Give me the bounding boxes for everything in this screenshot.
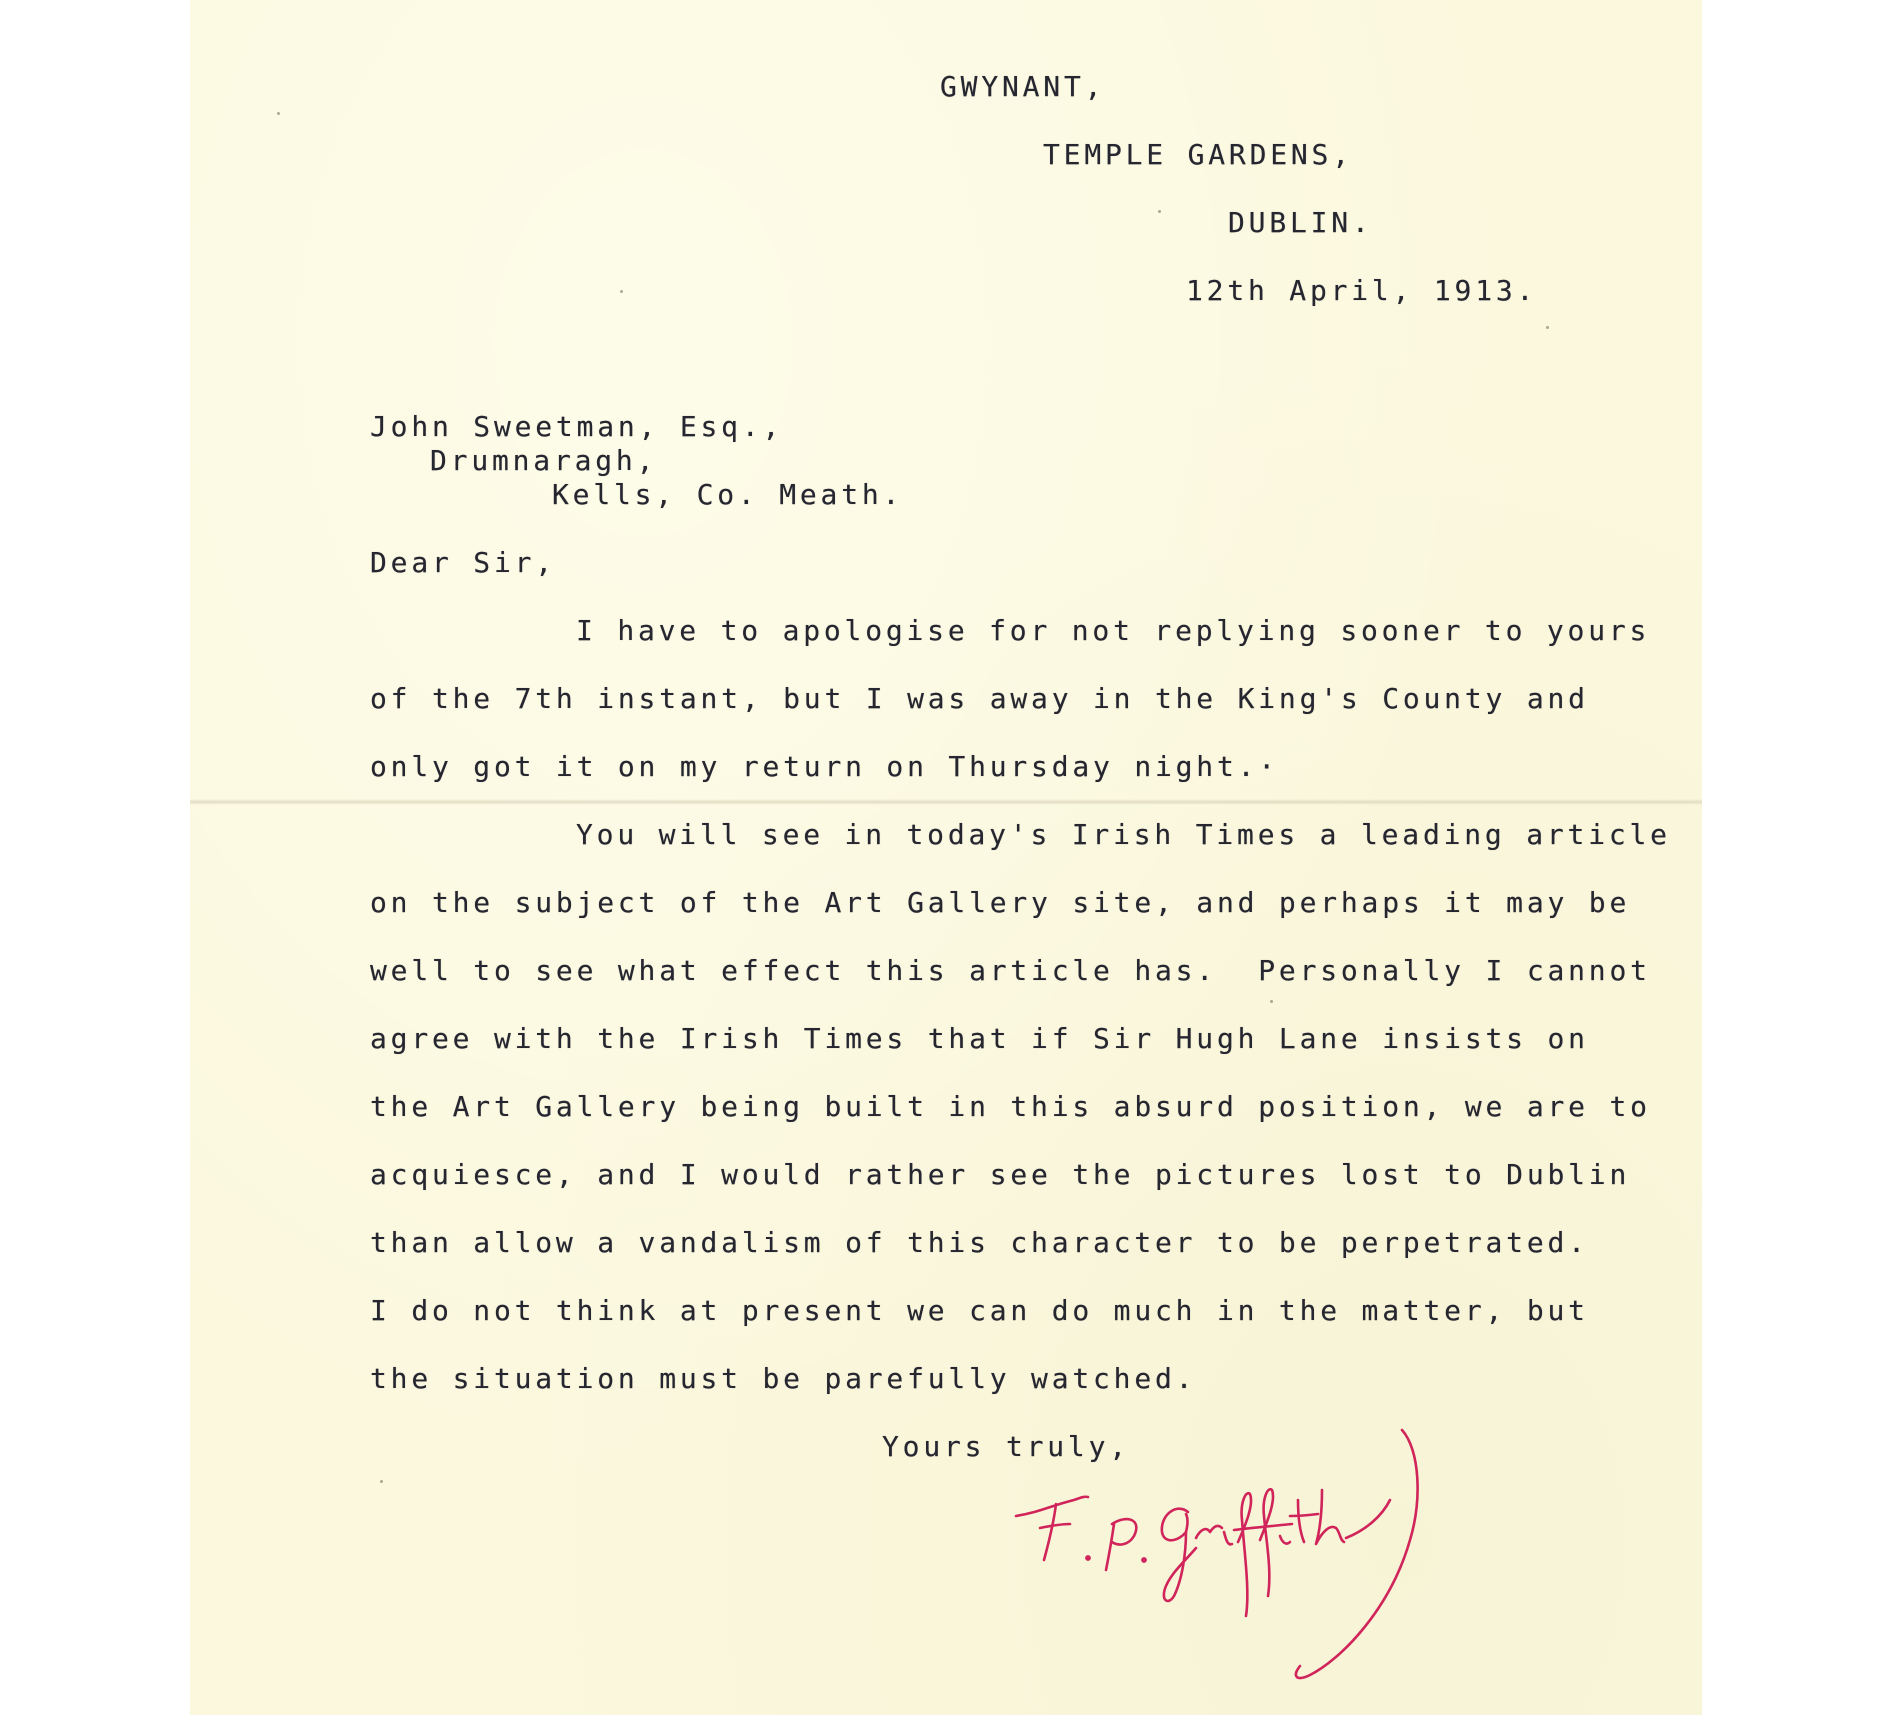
paper-speck: [1546, 326, 1549, 329]
paper-speck: [1158, 210, 1161, 213]
body-line: the situation must be parefully watched.: [370, 1362, 1197, 1395]
paper-speck: [380, 1480, 383, 1483]
paper-speck: [1270, 1000, 1273, 1003]
body-line: agree with the Irish Times that if Sir Hugh Lane insists on: [370, 1022, 1589, 1055]
body-line: I have to apologise for not replying sooner to yours: [576, 614, 1651, 647]
body-line: the Art Gallery being built in this absurd position, we are to: [370, 1090, 1651, 1123]
recipient-house: Drumnaragh,: [430, 444, 658, 477]
paper-fold-crease: [190, 799, 1702, 805]
letterhead-house-name: GWYNANT,: [940, 70, 1106, 103]
body-line: only got it on my return on Thursday night.·: [370, 750, 1279, 783]
letter-date: 12th April, 1913.: [1186, 274, 1538, 307]
body-line: on the subject of the Art Gallery site, and perhaps it may be: [370, 886, 1631, 919]
body-line: acquiesce, and I would rather see the pictures lost to Dublin: [370, 1158, 1631, 1191]
body-line: of the 7th instant, but I was away in the King's County and: [370, 682, 1589, 715]
paper-speck: [620, 290, 623, 293]
paper-speck: [277, 112, 280, 115]
handwritten-signature: [1010, 1420, 1440, 1685]
letterhead-street: TEMPLE GARDENS,: [1043, 138, 1353, 171]
salutation: Dear Sir,: [370, 546, 556, 579]
body-line: You will see in today's Irish Times a leading article: [576, 818, 1671, 851]
body-line: than allow a vandalism of this character to be perpetrated.: [370, 1226, 1589, 1259]
closing: Yours truly,: [882, 1430, 1130, 1463]
recipient-name: John Sweetman, Esq.,: [370, 410, 784, 443]
recipient-town: Kells, Co. Meath.: [552, 478, 904, 511]
body-line: well to see what effect this article has. Personally I cannot: [370, 954, 1651, 987]
body-line: I do not think at present we can do much in the matter, but: [370, 1294, 1589, 1327]
letterhead-city: DUBLIN.: [1228, 206, 1373, 239]
